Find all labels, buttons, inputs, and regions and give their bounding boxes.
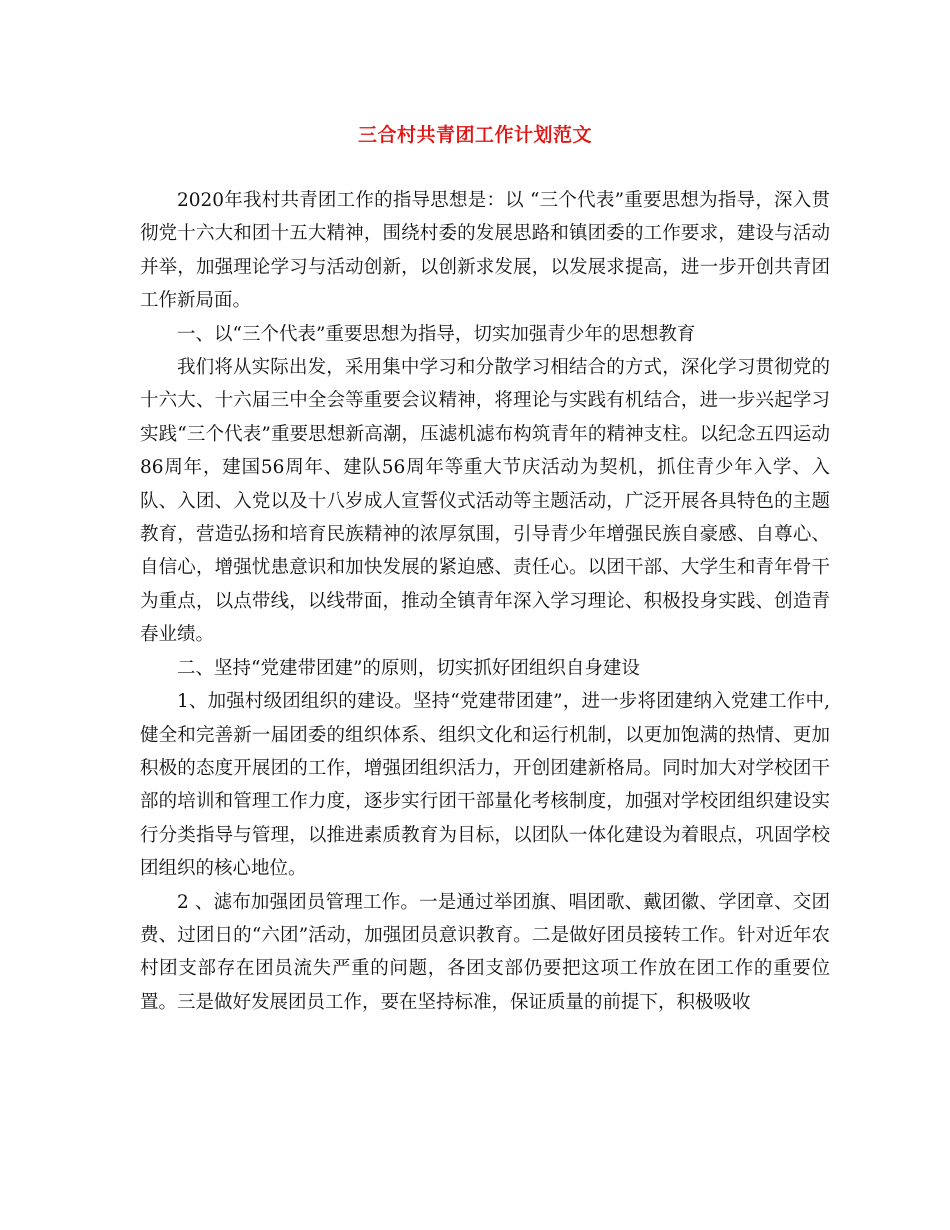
paragraph-item-two: 2 、滤布加强团员管理工作。一是通过举团旗、唱团歌、戴团徽、学团章、交团费、过团日的“六团”活动，加强团员意识教育。二是做好团员接转工作。针对近年农村团支部存在团员流失严重的问题，各团支部仍要把这项工作放在团工作的重要位置。三是做好发展团员工作，要在坚持标准，保证质量的前提下，积极吸收 — [140, 891, 830, 1013]
document-body — [140, 184, 830, 1019]
paragraph-section-one: 我们将从实际出发，采用集中学习和分散学习相结合的方式，深化学习贯彻党的十六大、十六届三中全会等重要会议精神，将理论与实践有机结合，进一步兴起学习实践“三个代表”重要思想新高潮，压滤机滤布构筑青年的精神支柱。以纪念五四运动86周年，建国56周年、建队56周年等重大节庆活动为契机，抓住青少年入学、入队、入团、入党以及十八岁成人宣誓仪式活动等主题活动，广泛开展各具特色的主题教育，营造弘扬和培育民族精神的浓厚氛围，引导青少年增强民族自豪感、自尊心、自信心，增强忧患意识和加快发展的紧迫感、责任心。以团干部、大学生和青年骨干为重点，以点带线，以线带面，推动全镇青年深入学习理论、积极投身实践、创造青春业绩。 — [140, 357, 830, 646]
paragraph-item-one: 1、加强村级团组织的建设。坚持“党建带团建”，进一步将团建纳入党建工作中,健全和完善新一届团委的组织体系、组织文化和运行机制，以更加饱满的热情、更加积极的态度开展团的工作，增强团组织活力，开创团建新格局。同时加大对学校团干部的培训和管理工作力度，逐步实行团干部量化考核制度，加强对学校团组织建设实行分类指导与管理，以推进素质教育为目标，以团队一体化建设为着眼点，巩固学校团组织的核心地位。 — [140, 691, 830, 880]
paragraph-guiding-thought: 2020年我村共青团工作的指导思想是：以 “三个代表”重要思想为指导，深入贯彻党十六大和团十五大精神，围绕村委的发展思路和镇团委的工作要求，建设与活动并举，加强理论学习与活动创新，以创新求发展，以发展求提高，进一步开创共青团工作新局面。 — [140, 190, 830, 312]
document-title: 三合村共青团工作计划范文 — [357, 124, 592, 146]
heading-section-one: 一、以“三个代表”重要思想为指导，切实加强青少年的思想教育 — [177, 323, 696, 345]
heading-section-two: 二、坚持“党建带团建”的原则，切实抓好团组织自身建设 — [177, 657, 640, 679]
